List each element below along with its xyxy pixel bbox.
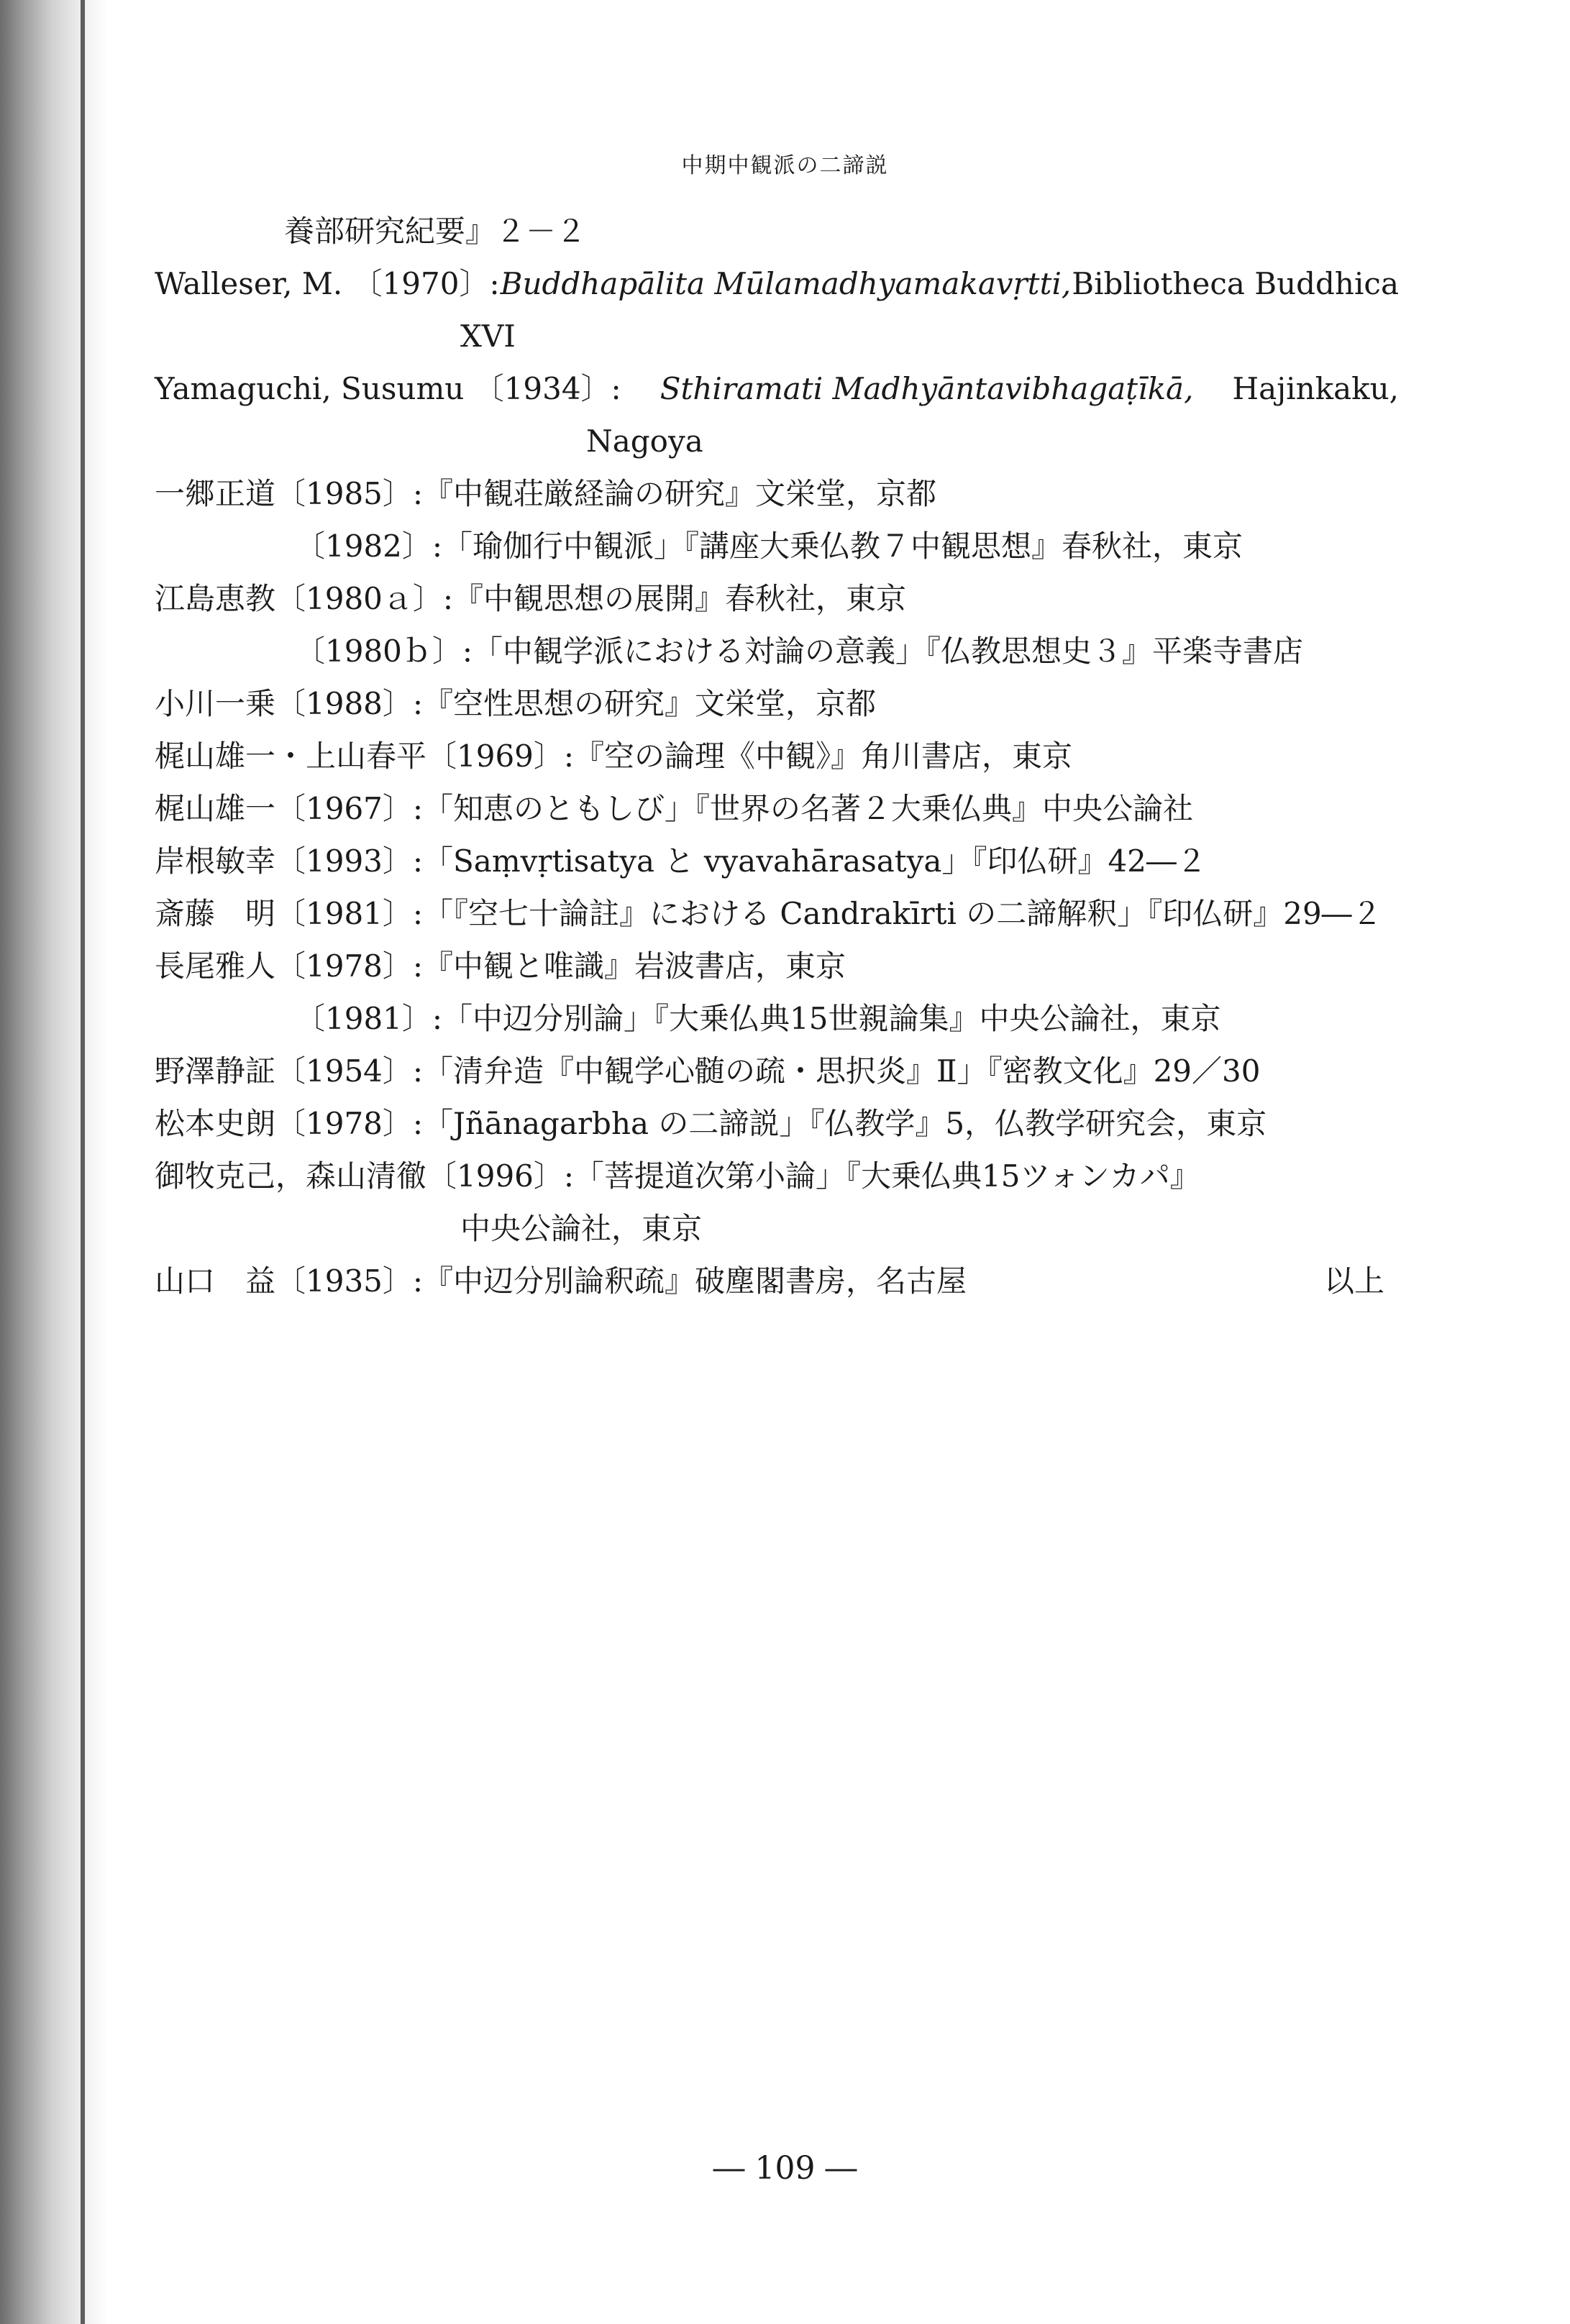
- reference-entry: 長尾雅人〔1978〕:『中観と唯識』岩波書店，東京: [155, 948, 846, 984]
- reference-entry: 〔1982〕:「瑜伽行中観派」『講座大乗仏教７中観思想』春秋社，東京: [295, 529, 1243, 564]
- reference-publisher: Hajinkaku,: [1232, 371, 1399, 406]
- reference-list: [155, 205, 1399, 1307]
- reference-entry: 岸根敏幸〔1993〕:「Saṃvṛtisatya と vyavahārasatya」『印仏研』42―２: [155, 843, 1207, 879]
- reference-author: Walleser, M. 〔1970〕:: [155, 266, 500, 301]
- running-head: 中期中観派の二諦説: [681, 153, 889, 178]
- reference-continuation: 養部研究紀要』２－２: [284, 214, 587, 249]
- reference-entry: 小川一乗〔1988〕:『空性思想の研究』文栄堂，京都: [155, 686, 877, 721]
- reference-entry: 江島恵教〔1980ａ〕:『中観思想の展開』春秋社，東京: [155, 581, 907, 616]
- reference-author: Yamaguchi, Susumu 〔1934〕:: [155, 371, 621, 406]
- reference-entry: 〔1981〕:「中辺分別論」『大乗仏典15世親論集』中央公論社，東京: [295, 1001, 1221, 1036]
- reference-continuation: XVI: [460, 319, 516, 354]
- reference-entry-last: [155, 1255, 1399, 1307]
- binding-line: [81, 0, 85, 2324]
- end-mark: 以上: [1323, 1263, 1384, 1299]
- reference-entry: 斎藤 明〔1981〕:「『空七十論註』における Candrakīrti の二諦解釈」『印仏研』29―２: [155, 896, 1382, 931]
- binding-shadow: [0, 0, 108, 2324]
- reference-title: Sthiramati Madhyāntavibhagaṭīkā,: [660, 371, 1194, 406]
- reference-continuation: 中央公論社，東京: [460, 1211, 703, 1246]
- reference-entry: 梶山雄一〔1967〕:「知恵のともしび」『世界の名著２大乗仏典』中央公論社: [155, 791, 1194, 826]
- reference-entry: 〔1980ｂ〕:「中観学派における対論の意義」『仏教思想史３』平楽寺書店: [295, 633, 1304, 669]
- reference-publisher: Bibliotheca Buddhica: [1072, 266, 1399, 301]
- reference-entry: 御牧克己，森山清徹〔1996〕:「菩提道次第小論」『大乗仏典15ツォンカパ』: [155, 1158, 1200, 1194]
- reference-entry: 梶山雄一・上山春平〔1969〕:『空の論理《中観》』角川書店，東京: [155, 738, 1073, 774]
- reference-continuation: Nagoya: [586, 424, 703, 459]
- reference-title: Buddhapālita Mūlamadhyamakavṛtti,: [500, 266, 1072, 301]
- reference-entry: [155, 257, 1399, 310]
- reference-text: 山口 益〔1935〕:『中辺分別論釈疏』破塵閣書房，名古屋: [155, 1263, 967, 1299]
- reference-entry: 一郷正道〔1985〕:『中観荘厳経論の研究』文栄堂，京都: [155, 476, 937, 511]
- reference-entry: [155, 362, 1399, 415]
- reference-entry: 野澤静証〔1954〕:「清弁造『中観学心髄の疏・思択炎』Ⅱ」『密教文化』29／30: [155, 1053, 1261, 1089]
- page-number: ― 109 ―: [713, 2150, 857, 2187]
- reference-entry: 松本史朗〔1978〕:「Jñānagarbha の二諦説」『仏教学』5，仏教学研究会，東京: [155, 1106, 1267, 1141]
